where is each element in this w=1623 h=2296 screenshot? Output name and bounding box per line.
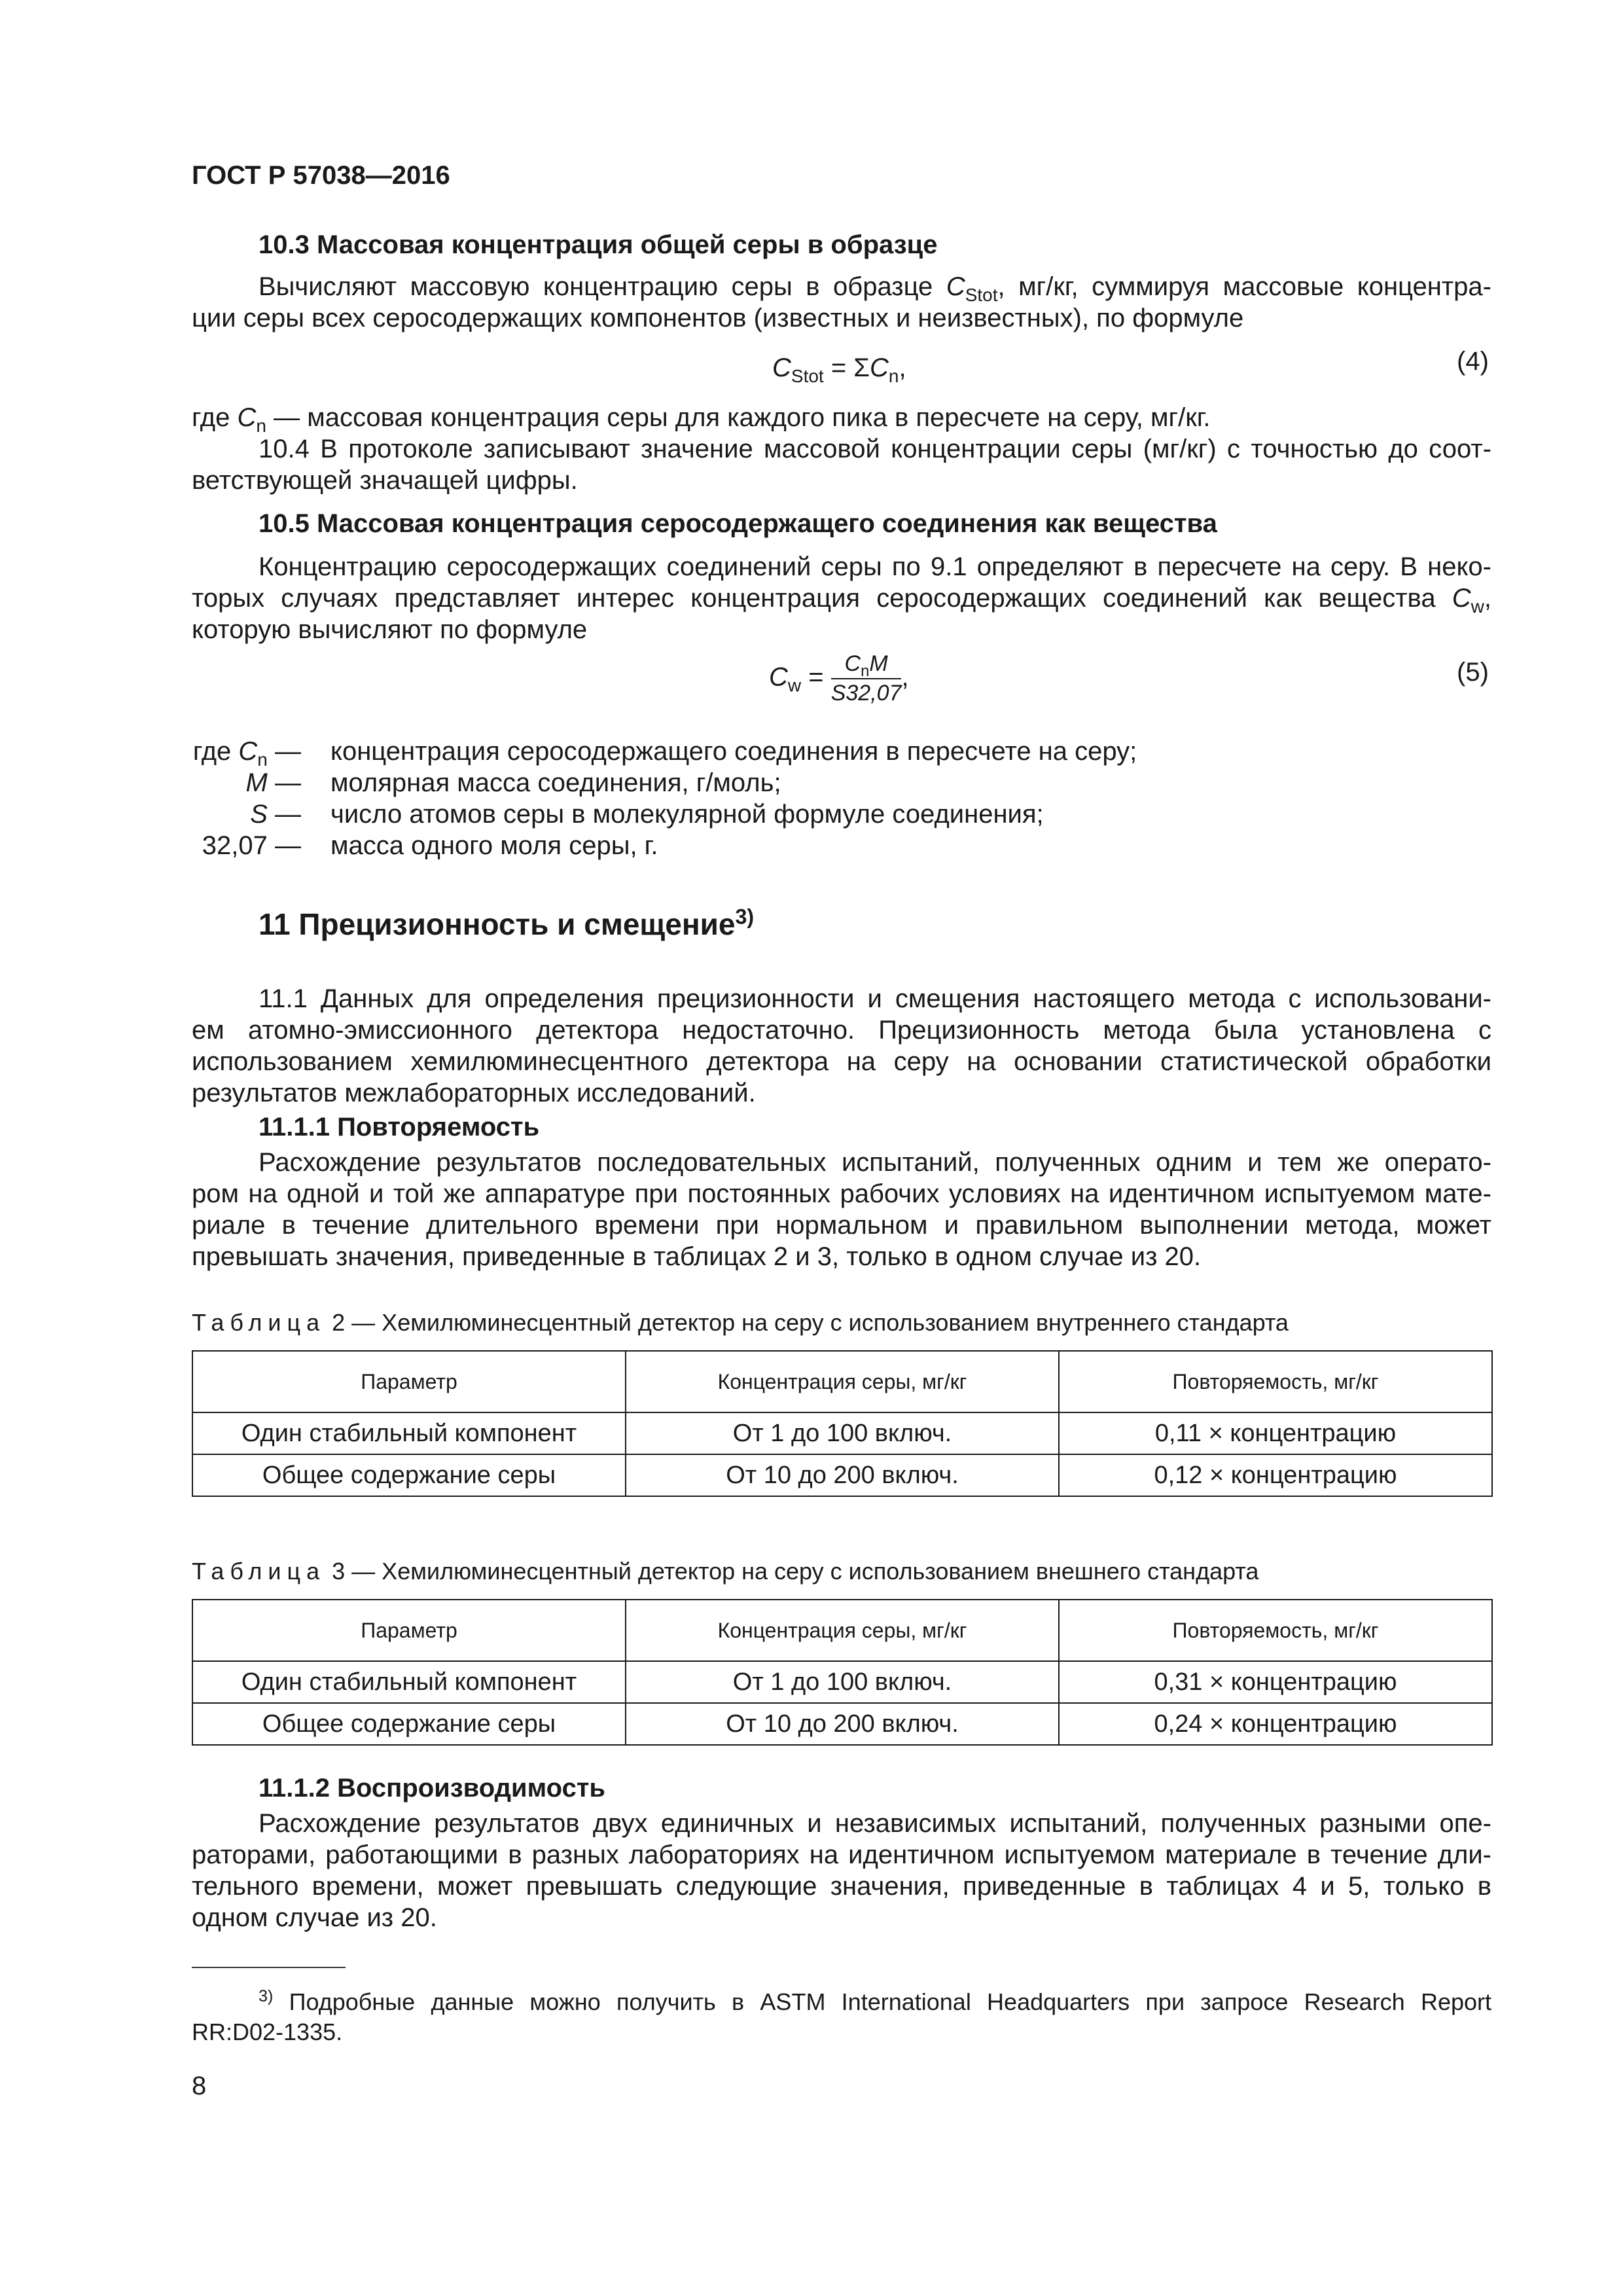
column-header: Концентрация серы, мг/кг (626, 1600, 1059, 1661)
column-header: Повторяемость, мг/кг (1059, 1351, 1492, 1412)
section-10-3-paragraph-line2: ции серы всех серосодержащих компонентов (известных и неизвестных), по формуле (192, 304, 1244, 332)
document-page: ГОСТ Р 57038—2016 10.3 Массовая концентрация общей серы в образце Вычисляют массовую концентрацию серы в образце $C_{Stot}$, мг/кг, суммируя массовые концентра- ции серы всех серосодержащих компонентов (известных и неизвестных), по формуле $C_{Stot} = \Sigma C_n$, (4) где $C_n$ — массовая концентрация серы для каждого пика в пересчете на серу, мг/кг. 10.4 В протоколе записывают значение массовой концентрации серы (мг/кг) с точностью до соот- ветствующей значащей цифры. 10.5 Массовая концентрация серосодержащего соединения как вещества Концентрацию серосодержащих соединений серы по 9.1 определяют в пересчете на серу. В неко- торых случаях представляет интерес концентрация серосодержащих соединений как вещества $C_w$, которую вычисляют по формуле $C_w$ = $\frac{C_nM}{S32,07}$ , (5) где $C_n$ — концентрация серосодержащего соединения в пересчете на серу; M — молярная масса соединения, г/моль; S — число атомов серы в молекулярной формуле соединения; 32,07 — масса одного моля серы, г. 11 Прецизионность и смещение$^{3)}$ 11.1 Данных для определения прецизионности и смещения настоящего метода с использовани- ем атомно-эмиссионного детектора недостаточно. Прецизионность метода была установлена с использованием хемилюминесцентного детектора на серу на основании статистической обработки результатов межлабораторных исследований. 11.1.1 Повторяемость Расхождение результатов последовательных испытаний, полученных одним и тем же операто- ром на одной и той же аппаратуре при постоянных рабочих условиях на идентичном испытуемом мате- риале в течение длительного времени при нормальном и правильном выполнении метода, может превышать значения, приведенные в таблицах 2 и 3, только в одном случае из 20. Таблица 2 — Хемилюминесцентный детектор на серу с использованием внутреннего стандарта Параметр Концентрация серы, мг/кг Повторяемость, мг/кг Один стабильный компонент От 1 до 100 включ. 0,11 × концентрацию Общее содержание серы От 10 до 200 включ. 0,12 × концентрацию Таблица 3 — Хемилюминесцентный детектор на серу с использованием внешнего стандарта Параметр Концентрация серы, мг/кг Повторяемость, мг/кг Один стабильный компонент От 1 до 100 включ. 0,31 × концентрацию Общее содержание серы От 10 до 200 включ. 0,24 × концентрацию 11.1.2 Воспроизводимость Расхождение результатов двух единичных и независимых испытаний, полученных разными опе- раторами, работающими в разных лабораториях на идентичном испытуемом материале в течение дли- тельного времени, может превышать следующие значения, приведенные в таблицах 4 и 5, только в одном случае из 20. $^{3)}$ Подробные данные можно получить в ASTM International Headquarters при запросе Research Report RR:D02-1335. 8 (192, 161, 1491, 2100)
section-11-1-1-line: риале в течение длительного времени при нормальном и правильном выполнении метода, может (192, 1211, 1491, 1240)
section-11-1-2-line: раторами, работающими в разных лабораториях на идентичном испытуемом материале в течение дли- (192, 1840, 1491, 1869)
table-row (192, 1661, 1492, 1703)
table-cell: От 10 до 200 включ. (626, 1454, 1059, 1496)
section-11-1-1-line: ром на одной и той же аппаратуре при постоянных рабочих условиях на идентичном испытуемом мате- (192, 1179, 1491, 1208)
equation-number-5: (5) (1457, 658, 1489, 687)
section-10-4-line1: 10.4 В протоколе записывают значение массовой концентрации серы (мг/кг) с точностью до соот- (259, 435, 1491, 463)
column-header: Параметр (192, 1600, 626, 1661)
table-cell: 0,11 × концентрацию (1059, 1412, 1492, 1454)
column-header: Концентрация серы, мг/кг (626, 1351, 1059, 1412)
table-row (192, 1703, 1492, 1745)
section-10-5-line1: Концентрацию серосодержащих соединений серы по 9.1 определяют в пересчете на серу. В неко- (259, 552, 1491, 581)
section-11-1-line: использованием хемилюминесцентного детектора на серу на основании статистической обработки (192, 1047, 1491, 1076)
table-cell: Общее содержание серы (192, 1703, 626, 1745)
section-10-3-heading: 10.3 Массовая концентрация общей серы в образце (259, 230, 938, 259)
footnote: $^{3)}$ Подробные данные можно получить в ASTM International Headquarters при запросе Research Report RR:D02-1335. (192, 1987, 1491, 2045)
section-11-1-2-heading: 11.1.2 Воспроизводимость (259, 1774, 605, 1803)
table-row (192, 1454, 1492, 1496)
section-10-5-line2: торых случаях представляет интерес концентрация серосодержащих соединений как вещества $C_w$, (192, 584, 1491, 617)
table-cell: От 10 до 200 включ. (626, 1703, 1059, 1745)
section-10-5-line3: которую вычисляют по формуле (192, 615, 588, 644)
section-11-1-1-line: превышать значения, приведенные в таблицах 2 и 3, только в одном случае из 20. (192, 1242, 1202, 1271)
table-header-row (192, 1600, 1492, 1661)
table-cell: Один стабильный компонент (192, 1661, 626, 1703)
column-header: Параметр (192, 1351, 626, 1412)
section-11-1-2-line: тельного времени, может превышать следующие значения, приведенные в таблицах 4 и 5, только в (192, 1872, 1491, 1901)
section-11-heading: 11 Прецизионность и смещение$^{3)}$ (259, 905, 755, 941)
table-header-row (192, 1351, 1492, 1412)
footnote-reference: 3) (735, 905, 755, 929)
formula-5: $C_w$ = $\frac{C_nM}{S32,07}$ , (769, 651, 909, 706)
page-number: 8 (192, 2072, 207, 2100)
equation-number-4: (4) (1457, 347, 1489, 376)
table-2 (192, 1350, 1493, 1497)
table-cell: 0,24 × концентрацию (1059, 1703, 1492, 1745)
table-3-caption: Таблица 3 — Хемилюминесцентный детектор на серу с использованием внешнего стандарта (192, 1558, 1259, 1585)
column-header: Повторяемость, мг/кг (1059, 1600, 1492, 1661)
section-10-4-line2: ветствующей значащей цифры. (192, 466, 578, 495)
table-3 (192, 1599, 1493, 1746)
document-header: ГОСТ Р 57038—2016 (192, 161, 450, 190)
section-10-5-heading: 10.5 Массовая концентрация серосодержащего соединения как вещества (259, 509, 1217, 538)
table-cell: От 1 до 100 включ. (626, 1412, 1059, 1454)
section-10-3-paragraph: Вычисляют массовую концентрацию серы в образце $C_{Stot}$, мг/кг, суммируя массовые концентра- (259, 272, 1491, 305)
section-11-1-2-line: Расхождение результатов двух единичных и независимых испытаний, полученных разными опе- (259, 1809, 1491, 1838)
formula-5-fraction: $\frac{C_nM}{S32,07}$ (830, 651, 902, 706)
section-11-1-line: 11.1 Данных для определения прецизионности и смещения настоящего метода с использовани- (259, 984, 1491, 1013)
formula-4-where: где $C_n$ — массовая концентрация серы для каждого пика в пересчете на серу, мг/кг. (192, 403, 1211, 436)
footnote-separator (192, 1967, 346, 1968)
section-11-1-1-line: Расхождение результатов последовательных испытаний, полученных одним и тем же операто- (259, 1148, 1491, 1177)
table-cell: 0,12 × концентрацию (1059, 1454, 1492, 1496)
table-cell: 0,31 × концентрацию (1059, 1661, 1492, 1703)
table-cell: Один стабильный компонент (192, 1412, 626, 1454)
formula-4: $C_{Stot} = \Sigma C_n$, (772, 353, 906, 386)
table-2-caption: Таблица 2 — Хемилюминесцентный детектор на серу с использованием внутреннего стандарта (192, 1309, 1289, 1336)
section-11-1-1-heading: 11.1.1 Повторяемость (259, 1113, 540, 1141)
table-row (192, 1412, 1492, 1454)
table-cell: Общее содержание серы (192, 1454, 626, 1496)
section-11-1-line: ем атомно-эмиссионного детектора недостаточно. Прецизионность метода была установлена с (192, 1016, 1491, 1045)
section-11-1-2-line: одном случае из 20. (192, 1903, 437, 1932)
section-11-1-line: результатов межлабораторных исследований. (192, 1079, 756, 1107)
table-cell: От 1 до 100 включ. (626, 1661, 1059, 1703)
